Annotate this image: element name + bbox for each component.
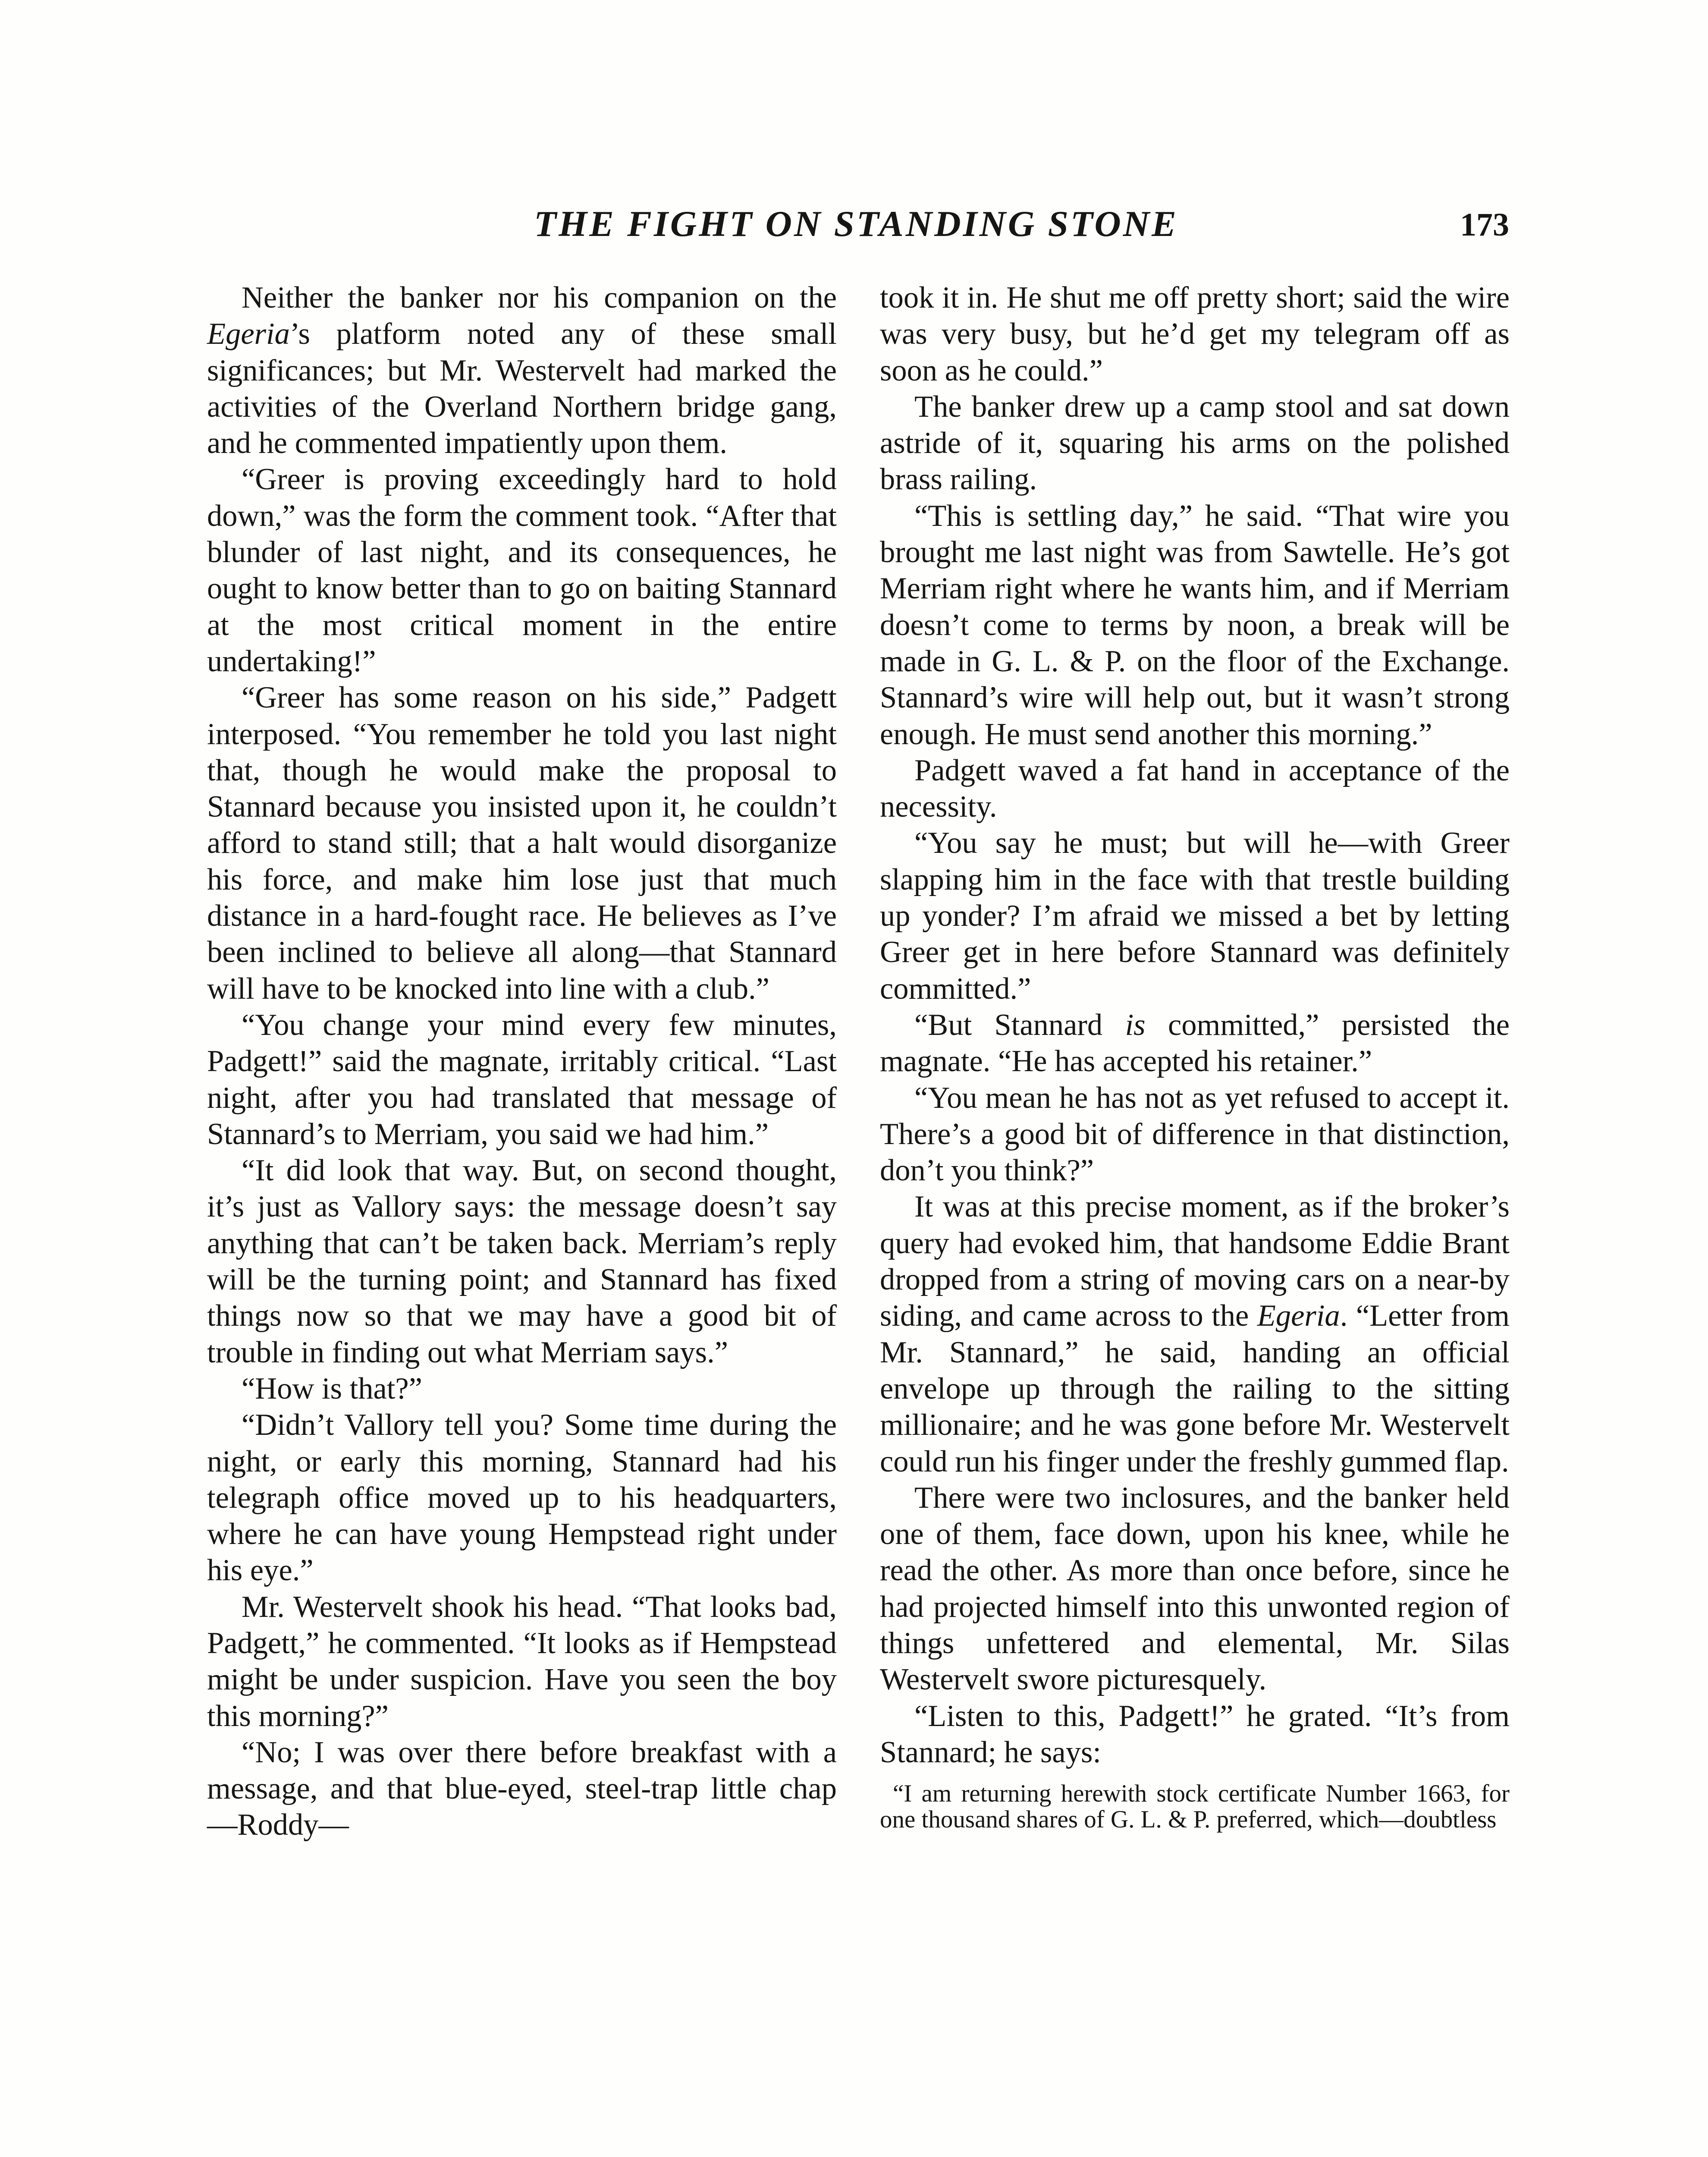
paragraph: “No; I was over there before breakfast with a message, and that blue-eyed, steel-trap little chap—Roddy— (207, 1735, 837, 1842)
paragraph: “Greer has some reason on his side,” Padgett interposed. “You remember he told you last night that, though he would make the proposal to Stannard because you insisted upon it, he couldn’t afford to stand still; that a halt would disorganize his force, and make him lose just that much distance in a hard-fought race. He believes as I’ve been inclined to believe all along—that Stannard will have to be knocked into line with a club.” (207, 681, 837, 1006)
running-head: THE FIGHT ON STANDING STONE (534, 204, 1178, 244)
paragraph: “You say he must; but will he—with Greer slapping him in the face with that trestle building up yonder? I’m afraid we missed a bet by letting Greer get in here before Stannard was definitely committed.” (880, 826, 1510, 1006)
paragraph: “You change your mind every few minutes, Padgett!” said the magnate, irritably critical. “Last night, after you had translated that message of Stannard’s to Merriam, you said we had him.” (207, 1008, 837, 1151)
paragraph: “How is that?” (242, 1371, 422, 1406)
quoted-letter: “I am returning herewith stock certificate Number 1663, for one thousand shares of G. L. & P. preferred, which—doubtless (880, 1780, 1510, 1833)
paragraph: The banker drew up a camp stool and sat down astride of it, squaring his arms on the polished brass railing. (880, 390, 1510, 497)
paragraph: “Listen to this, Padgett!” he grated. “It’s from Stannard; he says: (880, 1699, 1510, 1769)
paragraph-continuation: took it in. He shut me off pretty short; said the wire was very busy, but he’d get my telegram off as soon as he could.” (880, 281, 1510, 387)
left-column (207, 280, 837, 1843)
paragraph: “This is settling day,” he said. “That wire you brought me last night was from Sawtelle. He’s got Merriam right where he wants him, and if Merriam doesn’t come to terms by noon, a break will be made in G. L. & P. on the floor of the Exchange. Stannard’s wire will help out, but it wasn’t strong enough. He must send another this morning.” (880, 499, 1510, 751)
page-number: 173 (1460, 207, 1509, 243)
paragraph: “You mean he has not as yet refused to accept it. There’s a good bit of difference in that distinction, don’t you think?” (880, 1081, 1510, 1188)
right-column (880, 280, 1510, 1833)
paragraph: Mr. Westervelt shook his head. “That looks bad, Padgett,” he commented. “It looks as if Hempstead might be under suspicion. Have you seen the boy this morning?” (207, 1590, 837, 1733)
paragraph: “But Stannard is committed,” persisted the magnate. “He has accepted his retainer.” (880, 1008, 1510, 1078)
paragraph: There were two inclosures, and the banker held one of them, face down, upon his knee, while he read the other. As more than once before, since he had projected himself into this unwonted region of things unfettered and elemental, Mr. Silas Westervelt swore picturesquely. (880, 1481, 1510, 1697)
paragraph: It was at this precise moment, as if the broker’s query had evoked him, that handsome Eddie Brant dropped from a string of moving cars on a near-by siding, and came across to the Egeria. “Letter from Mr. Stannard,” he said, handing an official envelope up through the railing to the sitting millionaire; and he was gone before Mr. Westervelt could run his finger under the freshly gummed flap. (880, 1190, 1510, 1478)
paragraph: Neither the banker nor his companion on the Egeria’s platform noted any of these small significances; but Mr. Westervelt had marked the activities of the Overland Northern bridge gang, and he commented impatiently upon them. (207, 281, 837, 460)
paragraph: “Didn’t Vallory tell you? Some time during the night, or early this morning, Stannard had his telegraph office moved up to his headquarters, where he can have young Hempstead right under his eye.” (207, 1408, 837, 1588)
paragraph: “It did look that way. But, on second thought, it’s just as Vallory says: the message doesn’t say anything that can’t be taken back. Merriam’s reply will be the turning point; and Stannard has fixed things now so that we may have a good bit of trouble in finding out what Merriam says.” (207, 1154, 837, 1369)
paragraph: “Greer is proving exceedingly hard to hold down,” was the form the comment took. “After that blunder of last night, and its consequences, he ought to know better than to go on baiting Stannard at the most critical moment in the entire undertaking!” (207, 462, 837, 678)
paragraph: Padgett waved a fat hand in acceptance of the necessity. (880, 753, 1510, 824)
